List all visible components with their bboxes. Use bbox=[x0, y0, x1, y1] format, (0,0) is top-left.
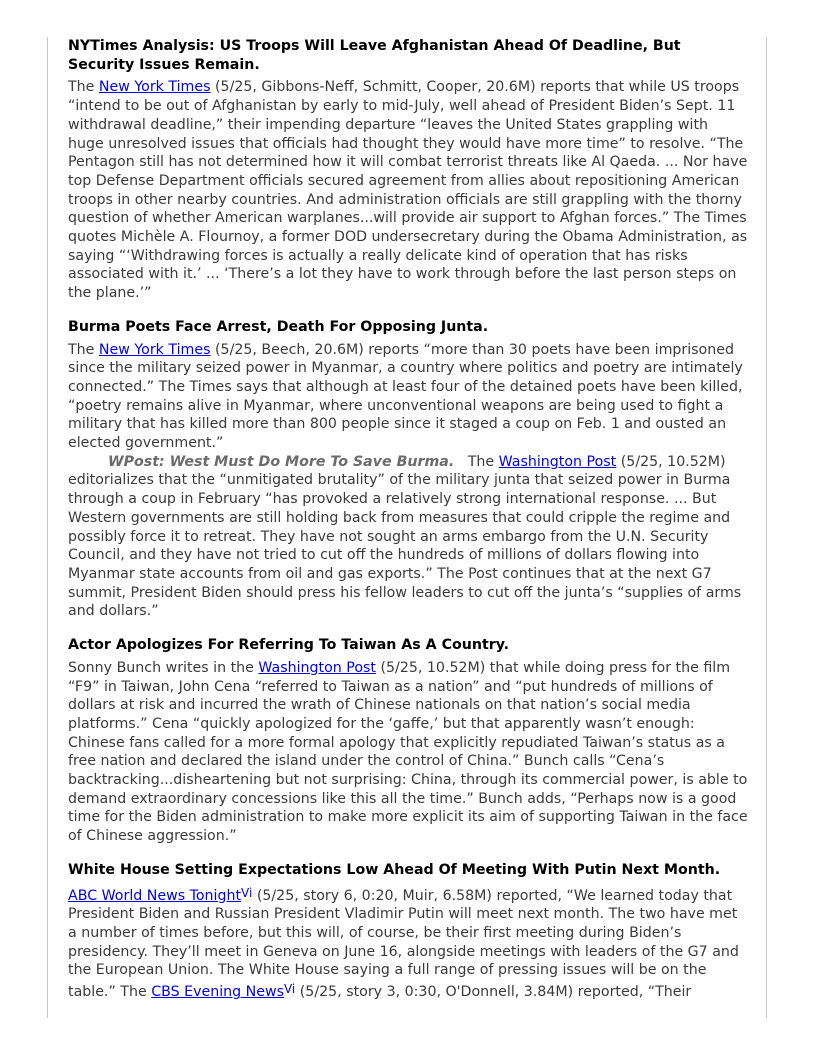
news-content bbox=[68, 37, 748, 1017]
sub-story-headline: WPost: West Must Do More To Save Burma. bbox=[108, 453, 455, 470]
story-body: The New York Times (5/25, Beech, 20.6M) reports “more than 30 poets have been imprisoned since the military seized power in Myanmar, a country where politics and poetry are intimately connected.” The Times says that although at least four of the detained poets have been killed, “poetry remains alive in Myanmar, where unconventional weapons are being used to fight a military that has killed more than 800 people since it staged a coup on Feb. 1 and ousted an elected government.” bbox=[68, 341, 743, 452]
story-body: ABC World News Tonight$^{Vi}$ (5/25, story 6, 0:20, Muir, 6.58M) reported, “We learned today that President Biden and Russian President Vladimir Putin will meet next month. The two have met a number of times before, but this will, of course, be their first meeting during Biden’s presidency. They’ll meet in Geneva on June 16, alongside meetings with leaders of the G7 and the European Union. The White House saying a full range of pressing issues will be on the table.” The CBS Evening News$^{Vi}$ (5/25, story 3, 0:30, O'Donnell, 3.84M) reported, “Their bbox=[68, 885, 739, 1001]
source-link-abc[interactable]: ABC World News Tonight bbox=[68, 887, 242, 904]
story-body: Sonny Bunch writes in the Washington Post (5/25, 10.52M) that while doing press for the film “F9” in Taiwan, John Cena “referred to Taiwan as a nation” and “put hundreds of millions of dollars at risk and incurred the wrath of Chinese nationals on that nation’s social media platforms.” Cena “quickly apologized for the ‘gaffe,’ but that apparently wasn’t enough: Chinese fans called for a more formal apology that explicitly repudiated Taiwan’s status as a free nation and declared the island under the control of China.” Bunch calls “Cena’s backtracking...disheartening but not surprising: China, through its commercial power, is able to demand extraordinary concessions like this all the time.” Bunch adds, “Perhaps now is a good time for the Biden administration to make more explicit its aim of supporting Taiwan in the face of Chinese aggression.” bbox=[68, 659, 748, 845]
story-taiwan bbox=[68, 636, 748, 846]
story-putin-meeting bbox=[68, 861, 748, 1002]
document-page bbox=[47, 37, 767, 1018]
source-link-wapo[interactable]: Washington Post bbox=[498, 453, 617, 470]
sub-story-body: WPost: West Must Do More To Save Burma. The Washington Post (5/25, 10.52M) editorializes that the “unmitigated brutality” of the military junta that seized power in Burma through a coup in February “has provoked a relatively strong international response. ... But Western governments are still holding back from measures that could cripple the regime and possibly force it to retreat. They have not sought an arms embargo from the U.N. Security Council, and they have not tried to cut off the hundreds of millions of dollars flowing into Myanmar state accounts from oil and gas exports.” The Post continues that at the next G7 summit, President Biden should press his fellow leaders to cut off the junta’s “supplies of arms and dollars.” bbox=[68, 453, 742, 620]
source-link-nyt[interactable]: New York Times bbox=[98, 79, 211, 96]
story-headline: White House Setting Expectations Low Ahead Of Meeting With Putin Next Month. bbox=[68, 861, 721, 878]
story-headline: Burma Poets Face Arrest, Death For Opposing Junta. bbox=[68, 318, 489, 335]
story-burma-poets bbox=[68, 318, 748, 621]
source-link-cbs[interactable]: CBS Evening News bbox=[151, 984, 284, 1001]
video-icon[interactable]: Vi bbox=[283, 982, 296, 997]
story-body: The New York Times (5/25, Gibbons-Neff, Schmitt, Cooper, 20.6M) reports that while US troops “intend to be out of Afghanistan by early to mid-July, well ahead of President Biden’s Sept. 11 withdrawal deadline,” their impending departure “leaves the United States grappling with huge unresolved issues that officials had thought they would have more time” to resolve. “The Pentagon still has not determined how it will combat terrorist threats like Al Qaeda. ... Nor have top Defense Department officials secured agreement from allies about repositioning American troops in other nearby countries. And administration officials are still grappling with the thorny question of whether American warplanes...will provide air support to Afghan forces.” The Times quotes Michèle A. Flournoy, a former DOD undersecretary during the Obama Administration, as saying “‘Withdrawing forces is actually a really delicate kind of operation that has risks associated with it.’ ... ‘There’s a lot they have to work through before the last person steps on the plane.’” bbox=[68, 79, 748, 302]
story-headline: Actor Apologizes For Referring To Taiwan As A Country. bbox=[68, 637, 510, 654]
source-link-nyt[interactable]: New York Times bbox=[98, 341, 211, 358]
story-headline: NYTimes Analysis: US Troops Will Leave Afghanistan Ahead Of Deadline, But Security Issues Remain. bbox=[68, 38, 681, 73]
video-icon[interactable]: Vi bbox=[241, 885, 253, 900]
source-link-wapo[interactable]: Washington Post bbox=[258, 659, 376, 676]
story-afghanistan bbox=[68, 37, 748, 303]
